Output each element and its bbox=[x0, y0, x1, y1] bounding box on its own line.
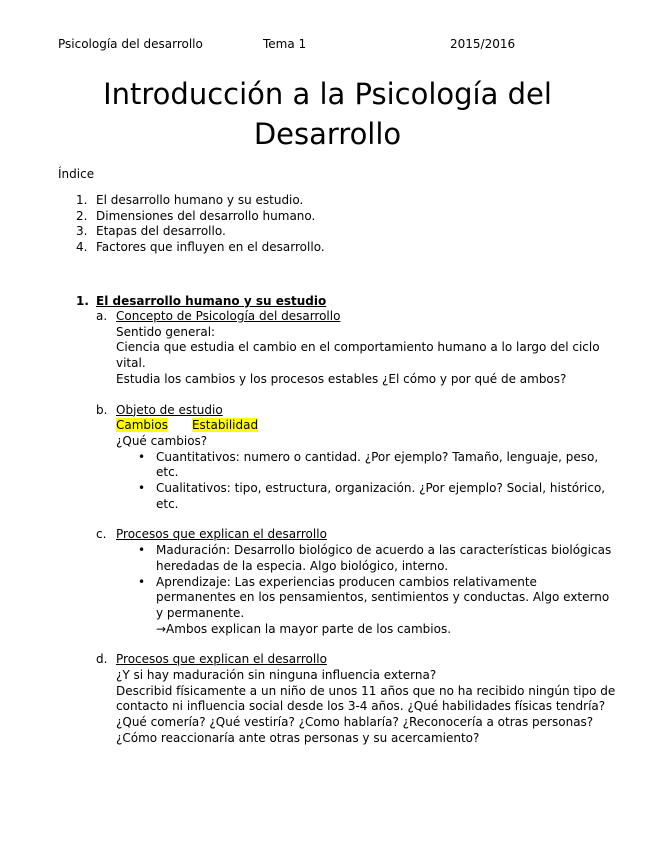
bullet-icon: • bbox=[138, 574, 146, 589]
bullet-text: Aprendizaje: Las experiencias producen cambios relativamente permanentes en los pensamientos, sentimientos y conductas. Algo externo y permanente. bbox=[156, 574, 610, 620]
index-item-number: 1. bbox=[76, 193, 88, 207]
list-item bbox=[138, 481, 616, 512]
paragraph: Sentido general: bbox=[116, 324, 216, 339]
paragraph: Ciencia que estudia el cambio en el comportamiento humano a lo largo del ciclo vital. bbox=[116, 340, 600, 371]
subsection-letter: a. bbox=[96, 309, 108, 323]
index-label: Índice bbox=[58, 167, 95, 181]
subsection-title: Objeto de estudio bbox=[116, 402, 223, 417]
subsection-letter: d. bbox=[96, 652, 108, 667]
header-topic: Tema 1 bbox=[263, 37, 307, 51]
highlight-cambios: Cambios bbox=[116, 418, 168, 433]
list-item bbox=[138, 574, 616, 638]
index-item bbox=[76, 224, 325, 240]
section-number: 1. bbox=[76, 294, 89, 308]
section-heading-text: El desarrollo humano y su estudio bbox=[96, 294, 327, 308]
highlight-estabilidad: Estabilidad bbox=[191, 418, 259, 433]
list-item bbox=[138, 449, 616, 481]
bullet-icon: • bbox=[138, 543, 146, 558]
section-1 bbox=[76, 293, 616, 747]
index-item-number: 2. bbox=[76, 208, 88, 223]
section-heading bbox=[76, 293, 616, 309]
index-list bbox=[76, 193, 325, 256]
subsection-d bbox=[96, 652, 616, 746]
index-item bbox=[76, 240, 325, 256]
list-item bbox=[138, 543, 616, 574]
subsection-title: Concepto de Psicología del desarrollo bbox=[116, 309, 341, 323]
subsection-a bbox=[96, 309, 616, 388]
bullet-note: →Ambos explican la mayor parte de los cambios. bbox=[156, 621, 452, 636]
subsection-b bbox=[96, 402, 616, 513]
subsection-title: Procesos que explican el desarrollo bbox=[116, 652, 327, 667]
subsection-letter: c. bbox=[96, 527, 107, 542]
page-header bbox=[58, 37, 618, 53]
document-title bbox=[40, 74, 615, 154]
paragraph: ¿Y si hay maduración sin ninguna influencia externa? bbox=[116, 668, 437, 683]
subsection-letter: b. bbox=[96, 402, 108, 417]
bullet-list bbox=[116, 543, 616, 637]
subsection-c bbox=[96, 527, 616, 637]
index-item-text: Dimensiones del desarrollo humano. bbox=[96, 208, 316, 223]
index-item-text: Factores que influyen en el desarrollo. bbox=[96, 240, 325, 255]
bullet-list bbox=[116, 450, 616, 513]
index-item bbox=[76, 209, 325, 225]
highlight-row bbox=[116, 418, 616, 434]
title-line-1: Introducción a la Psicología del bbox=[103, 77, 552, 111]
bullet-text: Cualitativos: tipo, estructura, organización. ¿Por ejemplo? Social, histórico, etc. bbox=[156, 481, 606, 511]
index-item-text: El desarrollo humano y su estudio. bbox=[96, 193, 304, 207]
title-line-2: Desarrollo bbox=[253, 117, 402, 151]
paragraph: Estudia los cambios y los procesos estables ¿El cómo y por qué de ambos? bbox=[116, 371, 567, 386]
bullet-text: Maduración: Desarrollo biológico de acuerdo a las características biológicas heredadas de la especia. Algo biológico, interno. bbox=[156, 543, 612, 573]
bullet-icon: • bbox=[138, 481, 146, 496]
bullet-text: Cuantitativos: numero o cantidad. ¿Por ejemplo? Tamaño, lenguaje, peso, etc. bbox=[156, 449, 599, 480]
index-item-text: Etapas del desarrollo. bbox=[96, 224, 226, 239]
paragraph: Describid físicamente a un niño de unos 11 años que no ha recibido ningún tipo de contacto ni influencia social desde los 3-4 años. ¿Qué habilidades físicas tendría?¿Qué comería? ¿Qué vestiría? ¿Como hablaría? ¿Reconocería a otras personas? ¿Cómo reaccionaría ante otras personas y su acercamiento? bbox=[116, 683, 616, 745]
header-subject: Psicología del desarrollo bbox=[58, 37, 203, 51]
index-item-number: 4. bbox=[76, 240, 88, 255]
paragraph: ¿Qué cambios? bbox=[116, 433, 208, 448]
bullet-icon: • bbox=[138, 449, 146, 464]
index-item-number: 3. bbox=[76, 224, 88, 239]
subsection-title: Procesos que explican el desarrollo bbox=[116, 527, 327, 542]
header-year: 2015/2016 bbox=[450, 37, 516, 51]
index-item bbox=[76, 193, 325, 209]
